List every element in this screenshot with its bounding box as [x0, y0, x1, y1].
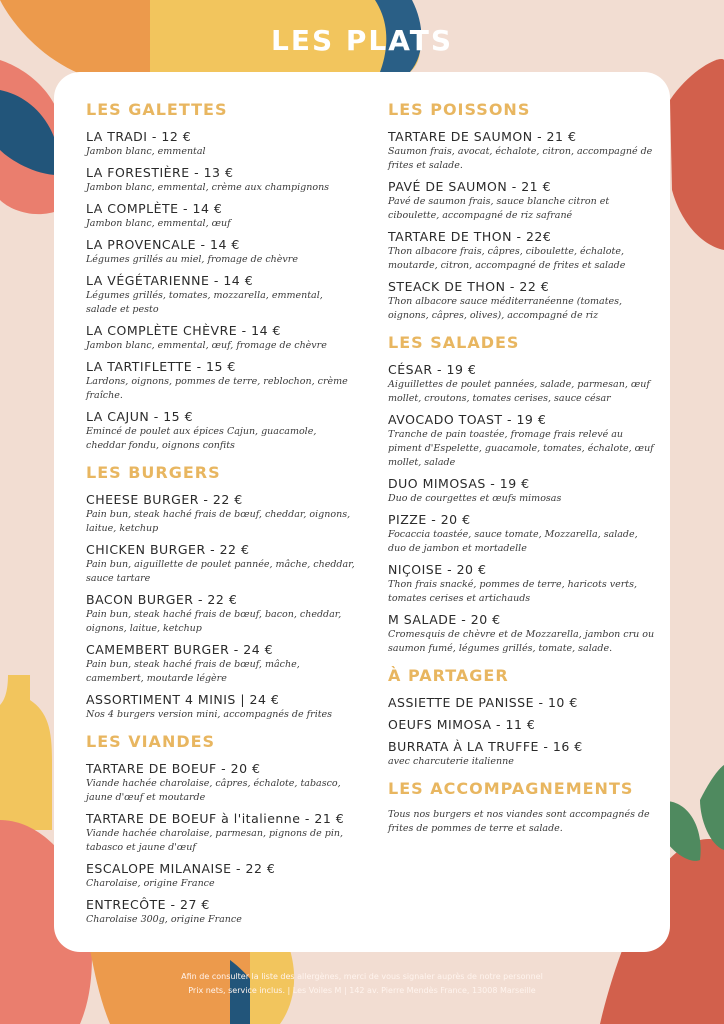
- item-description: Pain bun, aiguillette de poulet pannée, mâche, cheddar, sauce tartare: [86, 559, 355, 584]
- item-name: M SALADE - 20 €: [388, 612, 501, 627]
- item-description: Aiguillettes de poulet pannées, salade, parmesan, œuf mollet, croutons, tomates cerises, sauce césar: [388, 379, 650, 404]
- menu-item: [86, 201, 356, 231]
- menu-item: [388, 512, 656, 556]
- menu-item: [86, 861, 356, 891]
- item-name: BURRATA À LA TRUFFE - 16 €: [388, 739, 583, 754]
- item-description: Tranche de pain toastée, fromage frais relevé au piment d'Espelette, guacamole, tomates, échalote, œuf mollet, salade: [388, 429, 654, 468]
- item-name: DUO MIMOSAS - 19 €: [388, 476, 530, 491]
- item-name: CAMEMBERT BURGER - 24 €: [86, 642, 274, 657]
- menu-item: [388, 695, 656, 711]
- item-description: Lardons, oignons, pommes de terre, reblochon, crème fraîche.: [86, 376, 348, 401]
- menu-item: [388, 612, 656, 656]
- menu-item: [86, 359, 356, 403]
- menu-item: [86, 409, 356, 453]
- menu-item: [388, 412, 656, 470]
- item-description: Jambon blanc, emmental, œuf, fromage de chèvre: [86, 340, 327, 351]
- section-accompagnements: [388, 779, 656, 836]
- item-name: CHICKEN BURGER - 22 €: [86, 542, 250, 557]
- menu-item: [86, 492, 356, 536]
- menu-item: [388, 229, 656, 273]
- item-name: ENTRECÔTE - 27 €: [86, 897, 210, 912]
- item-name: TARTARE DE SAUMON - 21 €: [388, 129, 577, 144]
- footer: [0, 970, 724, 998]
- item-description: Jambon blanc, emmental, crème aux champignons: [86, 182, 330, 193]
- menu-item: [86, 692, 356, 722]
- item-name: LA COMPLÈTE CHÈVRE - 14 €: [86, 323, 281, 338]
- menu-item: [86, 129, 356, 159]
- item-description: Thon frais snacké, pommes de terre, haricots verts, tomates cerises et artichauds: [388, 579, 637, 604]
- section-title: LES ACCOMPAGNEMENTS: [388, 779, 634, 798]
- item-name: LA CAJUN - 15 €: [86, 409, 194, 424]
- menu-item: [86, 323, 356, 353]
- section-salades: [388, 333, 656, 656]
- allergen-notice: Afin de consulter la liste des allergènes, merci de vous signaler auprès de notre personnel: [181, 972, 543, 981]
- section-title: LES VIANDES: [86, 732, 216, 751]
- section-title: LES SALADES: [388, 333, 520, 352]
- item-description: Légumes grillés, tomates, mozzarella, emmental, salade et pesto: [86, 290, 323, 315]
- item-name: STEACK DE THON - 22 €: [388, 279, 550, 294]
- item-name: CHEESE BURGER - 22 €: [86, 492, 243, 507]
- menu-item: [388, 717, 656, 733]
- item-name: CÉSAR - 19 €: [388, 362, 477, 377]
- menu-item: [86, 165, 356, 195]
- menu-item: [388, 476, 656, 506]
- left-column: [86, 100, 356, 937]
- right-column: [388, 100, 656, 846]
- item-description: Cromesquis de chèvre et de Mozzarella, jambon cru ou saumon fumé, légumes grillés, tomate, salade.: [388, 629, 655, 654]
- accompaniments-note: Tous nos burgers et nos viandes sont accompagnés de frites de pommes de terre et salade.: [388, 809, 650, 834]
- item-name: TARTARE DE BOEUF - 20 €: [86, 761, 261, 776]
- item-description: Jambon blanc, emmental, œuf: [86, 218, 231, 229]
- menu-item: [388, 279, 656, 323]
- item-description: Focaccia toastée, sauce tomate, Mozzarella, salade, duo de jambon et mortadelle: [388, 529, 638, 554]
- section-burgers: [86, 463, 356, 722]
- item-name: ESCALOPE MILANAISE - 22 €: [86, 861, 276, 876]
- item-name: AVOCADO TOAST - 19 €: [388, 412, 547, 427]
- menu-item: [86, 761, 356, 805]
- item-name: LA PROVENCALE - 14 €: [86, 237, 240, 252]
- section-poissons: [388, 100, 656, 323]
- menu-item: [86, 592, 356, 636]
- red-blob-right: [670, 59, 724, 250]
- section-title: À PARTAGER: [388, 666, 509, 685]
- item-description: Nos 4 burgers version mini, accompagnés de frites: [86, 709, 333, 720]
- item-description: Pavé de saumon frais, sauce blanche citron et ciboulette, accompagné de riz safrané: [388, 196, 610, 221]
- section-partager: [388, 666, 656, 769]
- menu-item: [86, 542, 356, 586]
- item-description: Thon albacore frais, câpres, ciboulette, échalote, moutarde, citron, accompagné de frites et salade: [388, 246, 626, 271]
- menu-item: [86, 642, 356, 686]
- item-description: Thon albacore sauce méditerranéenne (tomates, oignons, câpres, olives), accompagné de riz: [388, 296, 623, 321]
- menu-item: [86, 897, 356, 927]
- item-description: Pain bun, steak haché frais de bœuf, bacon, cheddar, oignons, laitue, ketchup: [86, 609, 342, 634]
- section-galettes: [86, 100, 356, 453]
- item-description: Emincé de poulet aux épices Cajun, guacamole, cheddar fondu, oignons confits: [86, 426, 317, 451]
- item-name: BACON BURGER - 22 €: [86, 592, 238, 607]
- menu-item: [388, 179, 656, 223]
- menu-item: [86, 273, 356, 317]
- yellow-bottle-left: [0, 675, 52, 830]
- menu-item: [86, 237, 356, 267]
- section-title: LES GALETTES: [86, 100, 228, 119]
- menu-item: [86, 811, 356, 855]
- menu-item: [388, 739, 656, 769]
- item-description: Viande hachée charolaise, câpres, échalote, tabasco, jaune d'œuf et moutarde: [86, 778, 341, 803]
- menu-item: [388, 362, 656, 406]
- item-name: LA TARTIFLETTE - 15 €: [86, 359, 236, 374]
- item-description: Pain bun, steak haché frais de bœuf, mâche, camembert, moutarde légère: [86, 659, 300, 684]
- item-name: PIZZE - 20 €: [388, 512, 471, 527]
- item-description: Charolaise, origine France: [86, 878, 215, 889]
- item-description: Saumon frais, avocat, échalote, citron, accompagné de frites et salade.: [388, 146, 653, 171]
- item-name: PAVÉ DE SAUMON - 21 €: [388, 179, 552, 194]
- section-title: LES BURGERS: [86, 463, 221, 482]
- item-description: Duo de courgettes et œufs mimosas: [388, 493, 562, 504]
- item-name: NIÇOISE - 20 €: [388, 562, 487, 577]
- address-line: Prix nets, service inclus. | Les Voiles M | 142 av. Pierre Mendès France, 13008 Marseille: [188, 986, 536, 995]
- item-name: ASSORTIMENT 4 MINIS | 24 €: [86, 692, 280, 707]
- item-name: LA FORESTIÈRE - 13 €: [86, 165, 234, 180]
- item-name: LA COMPLÈTE - 14 €: [86, 201, 223, 216]
- item-description: Pain bun, steak haché frais de bœuf, cheddar, oignons, laitue, ketchup: [86, 509, 351, 534]
- menu-item: [388, 129, 656, 173]
- item-name: ASSIETTE DE PANISSE - 10 €: [388, 695, 578, 710]
- item-description: avec charcuterie italienne: [388, 756, 514, 767]
- item-description: Charolaise 300g, origine France: [86, 914, 242, 925]
- page-title: LES PLATS: [270, 24, 453, 57]
- item-description: Jambon blanc, emmental: [86, 146, 206, 157]
- item-name: LA VÉGÉTARIENNE - 14 €: [86, 273, 254, 288]
- item-name: OEUFS MIMOSA - 11 €: [388, 717, 536, 732]
- item-name: TARTARE DE BOEUF à l'italienne - 21 €: [86, 811, 345, 826]
- item-name: LA TRADI - 12 €: [86, 129, 192, 144]
- menu-item: [388, 562, 656, 606]
- menu-card: [54, 72, 670, 952]
- section-viandes: [86, 732, 356, 927]
- leaf-right: [700, 765, 724, 850]
- item-description: Viande hachée charolaise, parmesan, pignons de pin, tabasco et jaune d'œuf: [86, 828, 344, 853]
- section-title: LES POISSONS: [388, 100, 531, 119]
- item-description: Légumes grillés au miel, fromage de chèvre: [86, 254, 298, 265]
- item-name: TARTARE DE THON - 22€: [388, 229, 552, 244]
